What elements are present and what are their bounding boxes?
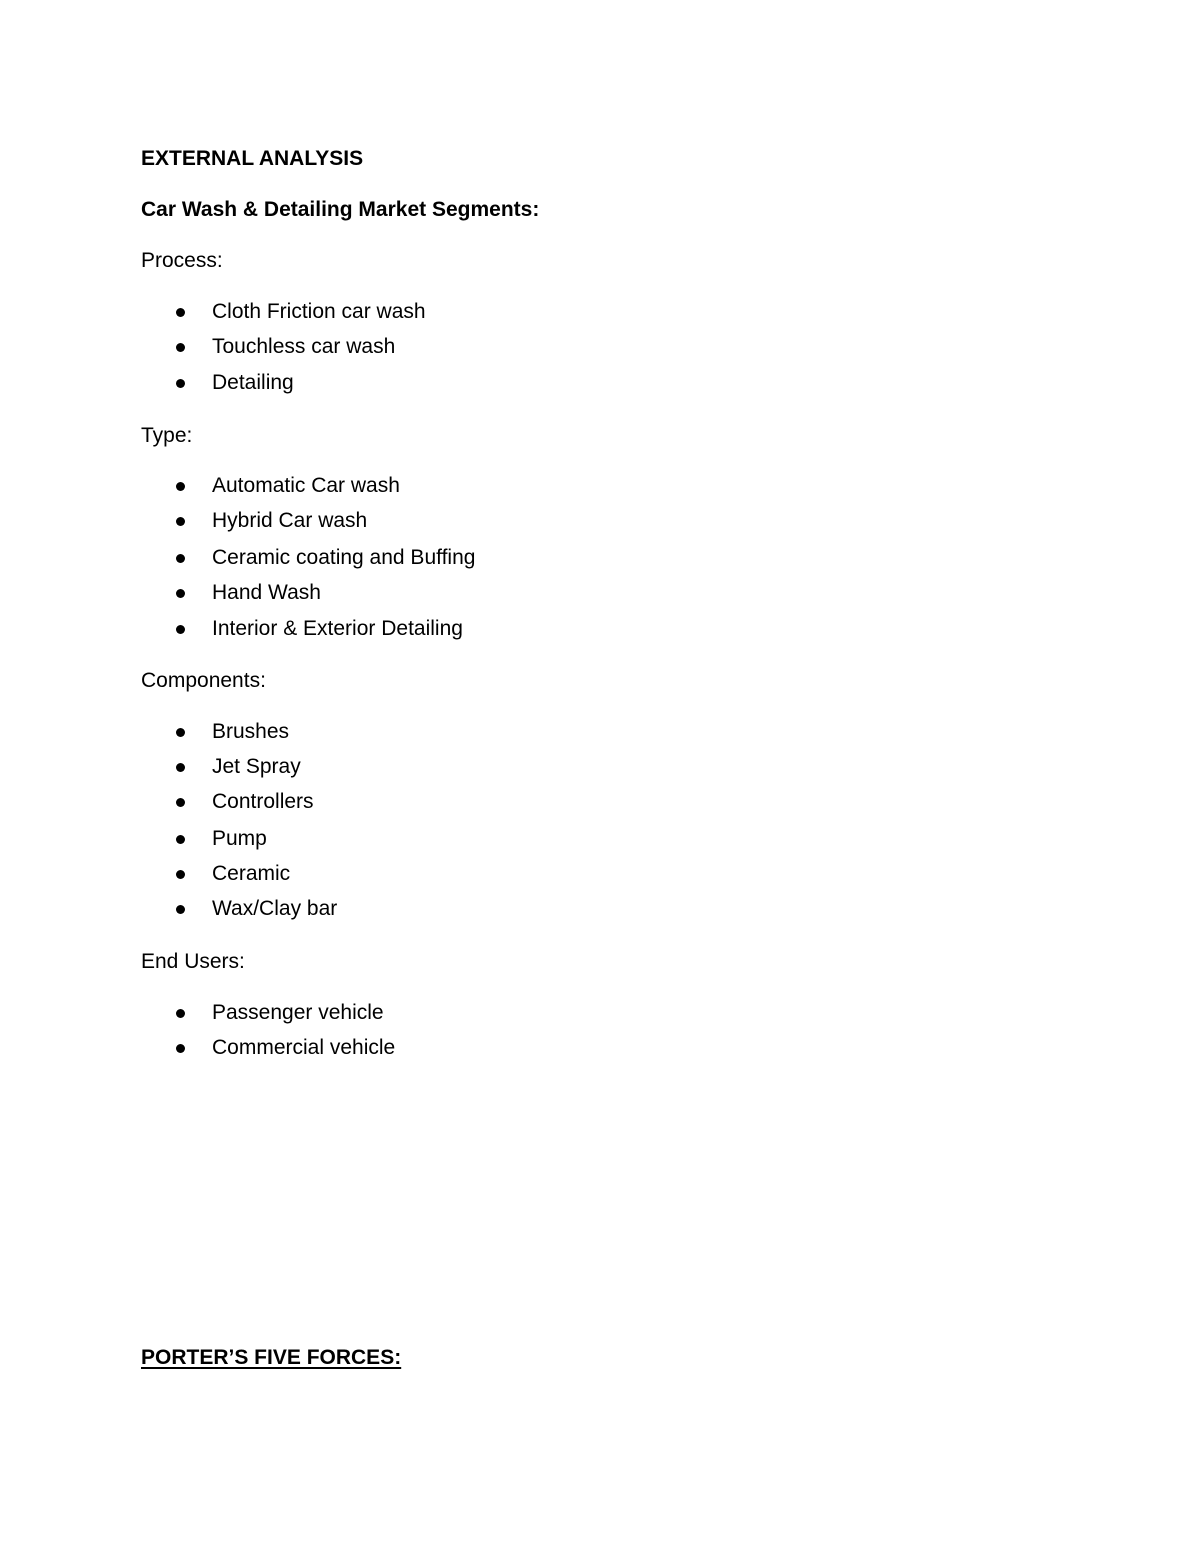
- list-item: Hand Wash: [212, 581, 321, 604]
- bullet-icon: [176, 798, 185, 807]
- list-item: Wax/Clay bar: [212, 897, 338, 920]
- list-item: Passenger vehicle: [212, 1001, 384, 1024]
- list-item: Ceramic: [212, 862, 291, 885]
- bullet-icon: [176, 589, 185, 598]
- bullet-icon: [176, 1044, 185, 1053]
- bullet-icon: [176, 1009, 185, 1018]
- section-heading-type: Type:: [141, 424, 193, 447]
- list-item: Hybrid Car wash: [212, 509, 368, 532]
- section-heading-process: Process:: [141, 249, 223, 272]
- list-item: Automatic Car wash: [212, 474, 400, 497]
- document-subtitle: Car Wash & Detailing Market Segments:: [141, 198, 540, 221]
- list-item: Detailing: [212, 371, 294, 394]
- porter-heading: PORTER’S FIVE FORCES:: [141, 1346, 402, 1369]
- bullet-icon: [176, 554, 185, 563]
- bullet-icon: [176, 482, 185, 491]
- bullet-icon: [176, 870, 185, 879]
- list-item: Commercial vehicle: [212, 1036, 396, 1059]
- bullet-icon: [176, 763, 185, 772]
- bullet-icon: [176, 308, 185, 317]
- bullet-icon: [176, 379, 185, 388]
- list-item: Touchless car wash: [212, 335, 396, 358]
- list-item: Pump: [212, 827, 267, 850]
- section-heading-end-users: End Users:: [141, 950, 245, 973]
- bullet-icon: [176, 905, 185, 914]
- list-item: Interior & Exterior Detailing: [212, 617, 463, 640]
- bullet-icon: [176, 835, 185, 844]
- list-item: Brushes: [212, 720, 290, 743]
- document-title: EXTERNAL ANALYSIS: [141, 147, 364, 170]
- list-item: Controllers: [212, 790, 314, 813]
- bullet-icon: [176, 728, 185, 737]
- list-item: Jet Spray: [212, 755, 301, 778]
- section-heading-components: Components:: [141, 669, 266, 692]
- bullet-icon: [176, 343, 185, 352]
- list-item: Ceramic coating and Buffing: [212, 546, 476, 569]
- bullet-icon: [176, 517, 185, 526]
- bullet-icon: [176, 625, 185, 634]
- list-item: Cloth Friction car wash: [212, 300, 426, 323]
